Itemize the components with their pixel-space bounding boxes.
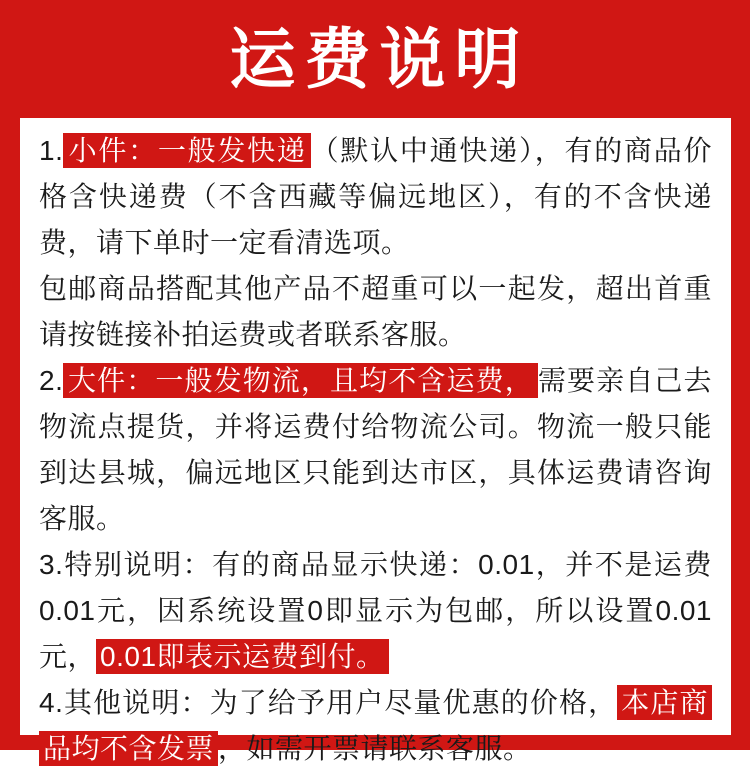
notice-paragraphs bbox=[39, 128, 712, 772]
text-segment: 4.其他说明：为了给予用户尽量优惠的价格， bbox=[39, 687, 618, 718]
highlighted-text: 大件：一般发物流，且均不含运费， bbox=[63, 363, 538, 398]
paragraph bbox=[39, 358, 712, 542]
shipping-notice-panel bbox=[20, 118, 731, 764]
highlighted-text: 0.01即表示运费到付。 bbox=[96, 639, 389, 674]
page-title: 运费说明 bbox=[229, 22, 530, 96]
text-segment: 包邮商品搭配其他产品不超重可以一起发，超出首重请按链接补拍运费或者联系客服。 bbox=[39, 273, 712, 350]
paragraph bbox=[39, 266, 712, 358]
text-segment: ，如需开票请联系客服。 bbox=[218, 733, 532, 764]
text-segment: 需要亲自己去物流点提货，并将运费付给物流公司。物流一般只能到达县城，偏远地区只能到达市区，具体运费请咨询客服。 bbox=[39, 365, 712, 534]
highlighted-text: 小件：一般发快递 bbox=[63, 133, 310, 168]
highlighted-text: 本店商品均不含发票 bbox=[39, 685, 712, 766]
text-segment: 1. bbox=[39, 135, 64, 166]
paragraph bbox=[39, 680, 712, 772]
text-segment: （默认中通快递），有的商品价格含快递费（不含西藏等偏远地区），有的不含快递费，请下单时一定看清选项。 bbox=[39, 135, 712, 258]
text-segment: 2. bbox=[39, 365, 64, 396]
paragraph bbox=[39, 128, 712, 266]
header-banner bbox=[0, 0, 750, 118]
text-segment: 3.特别说明：有的商品显示快递：0.01，并不是运费0.01元，因系统设置0即显示为包邮，所以设置0.01元， bbox=[39, 549, 712, 672]
paragraph bbox=[39, 542, 712, 680]
